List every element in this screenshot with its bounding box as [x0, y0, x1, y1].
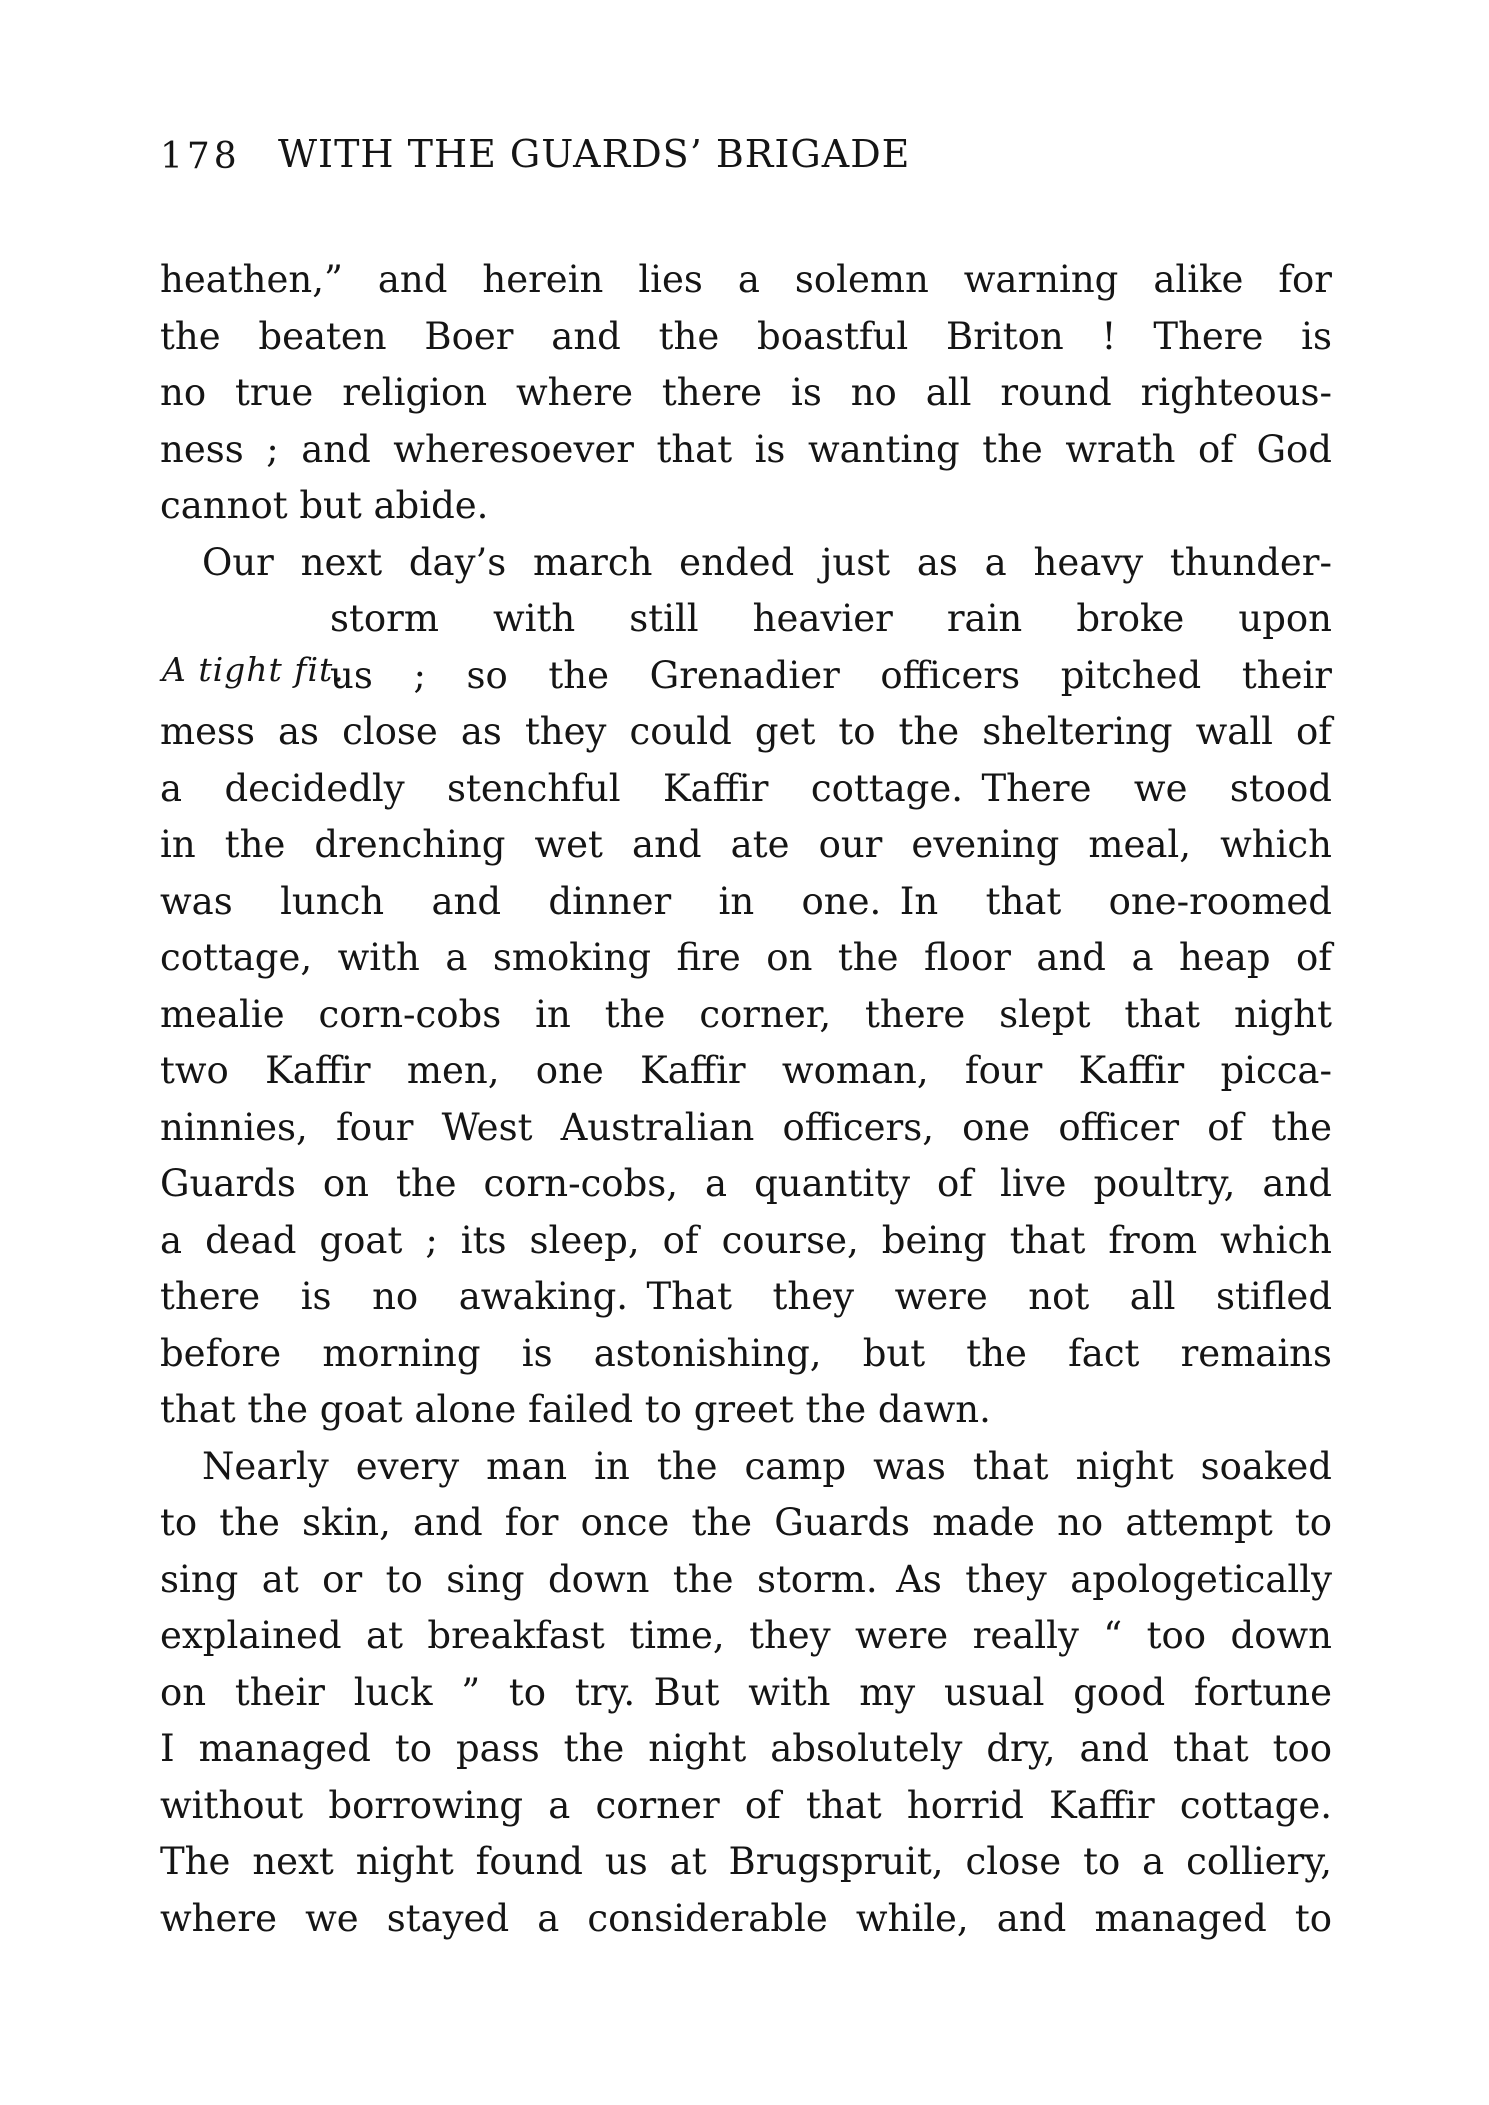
- body-line: cottage, with a smoking fire on the floor and a heap of: [160, 936, 1332, 979]
- body-line: I managed to pass the night absolutely dry, and that too: [160, 1727, 1332, 1770]
- body-line: there is no awaking. That they were not all stifled: [160, 1275, 1332, 1318]
- body-line: heathen,” and herein lies a solemn warning alike for: [160, 258, 1332, 301]
- body-line: mealie corn-cobs in the corner, there slept that night: [160, 992, 1332, 1036]
- running-title: WITH THE GUARDS’ BRIGADE: [278, 132, 911, 176]
- body-line: The next night found us at Brugspruit, close to a colliery,: [160, 1840, 1332, 1883]
- body-line: the beaten Boer and the boastful Briton ! There is: [160, 314, 1332, 358]
- body-line: in the drenching wet and ate our evening meal, which: [160, 823, 1332, 866]
- text-column: [160, 252, 1332, 1947]
- body-line: Our next day’s march ended just as a heavy thunder-: [202, 540, 1332, 584]
- body-line: us ; so the Grenadier officers pitched their: [330, 653, 1332, 697]
- page-number: 178: [160, 136, 241, 177]
- body-line: two Kaffir men, one Kaffir woman, four Kaffir picca-: [160, 1049, 1332, 1092]
- body-line: ness ; and wheresoever that is wanting the wrath of God: [160, 427, 1332, 471]
- body-line: a decidedly stenchful Kaffir cottage. There we stood: [160, 766, 1332, 810]
- body-line: Nearly every man in the camp was that night soaked: [202, 1444, 1332, 1488]
- body-line: cannot but abide.: [160, 484, 489, 527]
- body-line: ninnies, four West Australian officers, one officer of the: [160, 1105, 1332, 1149]
- body-line: mess as close as they could get to the sheltering wall of: [160, 710, 1332, 753]
- body-line: to the skin, and for once the Guards made no attempt to: [160, 1501, 1332, 1544]
- body-line: that the goat alone failed to greet the dawn.: [160, 1388, 991, 1431]
- body-line: was lunch and dinner in one. In that one-roomed: [160, 879, 1332, 923]
- body-line: Guards on the corn-cobs, a quantity of live poultry, and: [160, 1162, 1332, 1205]
- body-line: a dead goat ; its sleep, of course, being that from which: [160, 1218, 1332, 1262]
- body-line: storm with still heavier rain broke upon: [330, 597, 1332, 640]
- body-line: no true religion where there is no all round righteous-: [160, 371, 1332, 414]
- body-line: sing at or to sing down the storm. As they apologetically: [160, 1557, 1332, 1601]
- body-line: before morning is astonishing, but the fact remains: [160, 1331, 1332, 1375]
- margin-note: A tight fit.: [162, 650, 345, 689]
- body-line: on their luck ” to try. But with my usual good fortune: [160, 1670, 1332, 1714]
- body-line: without borrowing a corner of that horrid Kaffir cottage.: [160, 1783, 1332, 1827]
- body-line: explained at breakfast time, they were really “ too down: [160, 1614, 1332, 1657]
- body-line: where we stayed a considerable while, and managed to: [160, 1896, 1332, 1940]
